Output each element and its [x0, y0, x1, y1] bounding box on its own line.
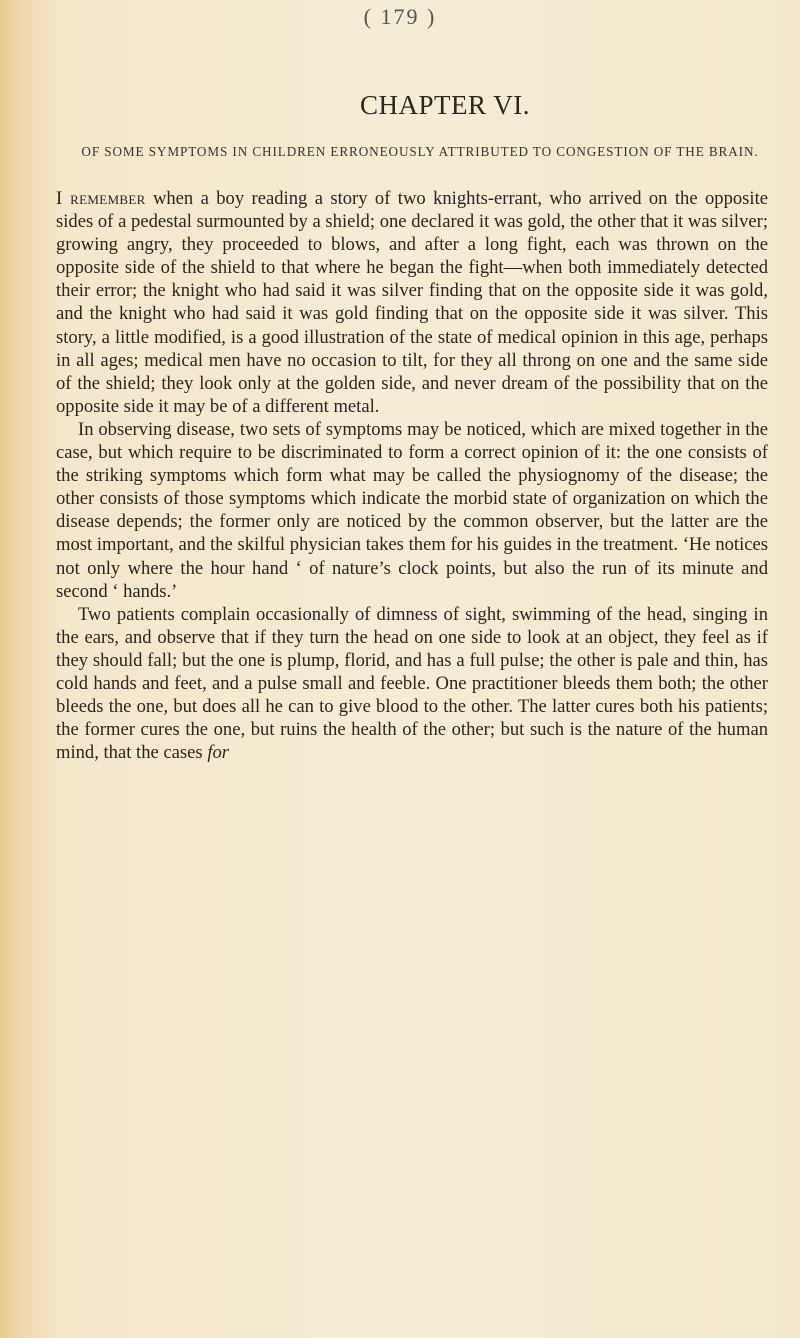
paragraph-1	[56, 187, 768, 418]
page-number: ( 179 )	[363, 4, 437, 29]
body-text	[56, 187, 768, 764]
catchword: for	[207, 742, 230, 764]
paragraph-text: Two patients complain occasionally of dimness of sight, swimming of the head, singing in the ears, and observe that if they turn the head on one side to look at an object, they feel as if they should fall; but the one is plump, florid, and has a full pulse; the other is pale and thin, has cold hands and feet, and a pulse small and feeble. One practitioner bleeds them both; the other bleeds the one, but does all he can to give blood to the other. The latter cures both his patients; the former cures the one, but ruins the health of the other; but such is the nature of the human mind, that the cases	[56, 603, 768, 764]
chapter-subtitle: OF SOME SYMPTOMS IN CHILDREN ERRONEOUSLY ATTRIBUTED TO CONGESTION OF THE BRAIN.	[81, 144, 759, 159]
paragraph-text: when a boy reading a story of two knights-errant, who arrived on the opposite sides of a pedestal surmounted by a shield; one declared it was gold, the other that it was silver; growing angry, they proceeded to blows, and after a long fight, each was thrown on the opposite side of the shield to that where he began the fight—when both immediately detected their error; the knight who had said it was silver finding that on the opposite side it was gold, and the knight who had said it was gold finding that on the opposite side it was silver. This story, a little modified, is a good illustration of the state of medical opinion in this age, perhaps in all ages; medical men have no occasion to tilt, for they all throng on one and the same side of the shield; they look only at the golden side, and never dream of the possibility that on the opposite side it may be of a different metal.	[56, 188, 768, 417]
paragraph-lead: I remember	[56, 188, 146, 209]
chapter-title: CHAPTER VI.	[359, 90, 531, 120]
paragraph-3	[56, 603, 768, 765]
paragraph-2: In observing disease, two sets of symptoms may be noticed, which are mixed together in the case, but which require to be discriminated to form a correct opinion of it: the one consists of the striking symptoms which form what may be called the physiognomy of the disease; the other consists of those symptoms which indicate the morbid state of organization on which the disease depends; the former only are noticed by the common observer, but the latter are the most important, and the skilful physician takes them for his guides in the treatment. ‘He notices not only where the hour hand ‘ of nature’s clock points, but also the run of its minute and second ‘ hands.’	[56, 418, 768, 602]
